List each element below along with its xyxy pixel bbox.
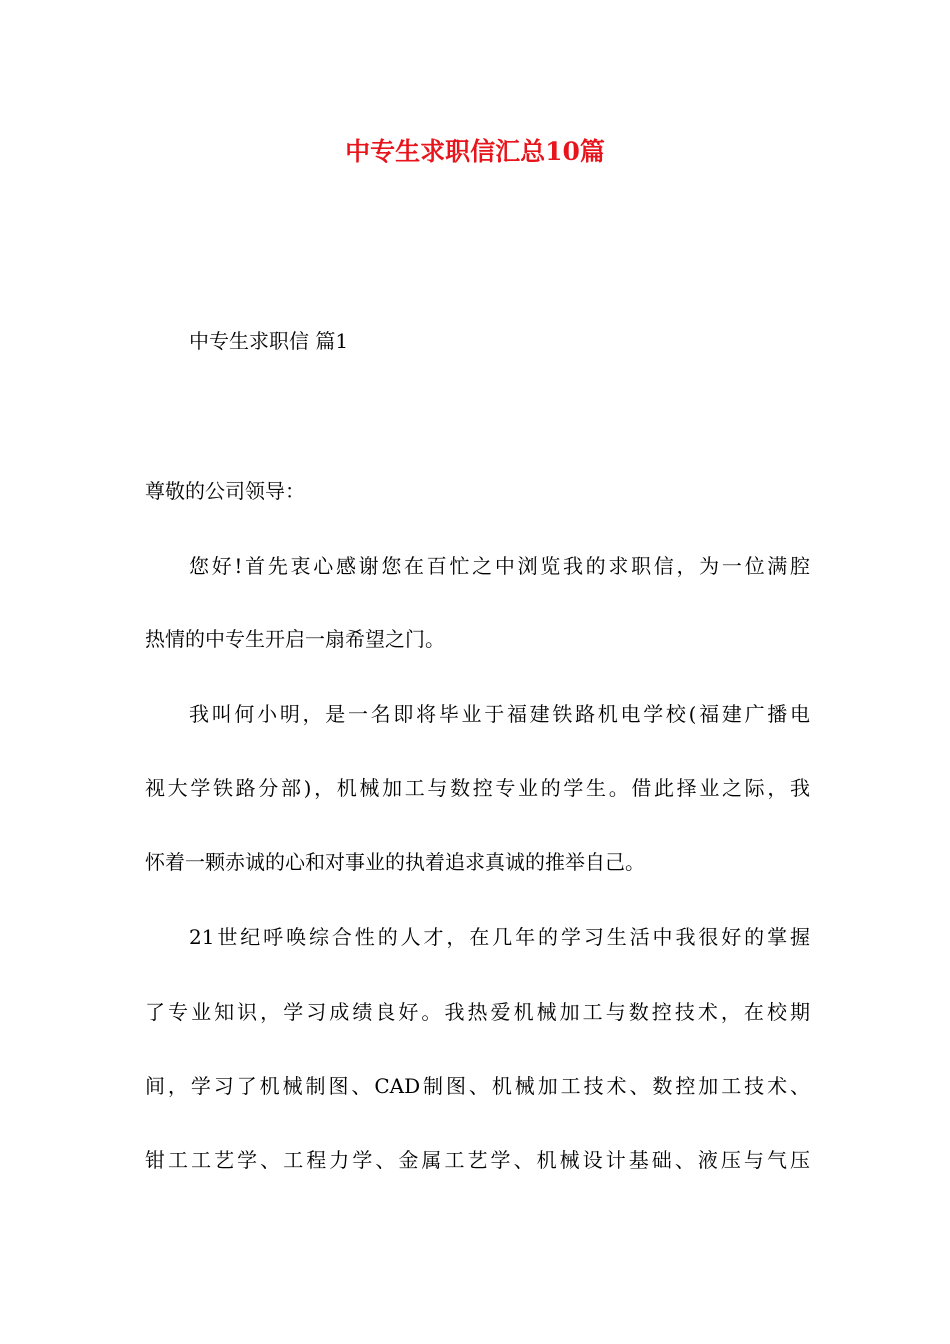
paragraph-line: 了专业知识，学习成绩良好。我热爱机械加工与数控技术，在校期 <box>145 1000 810 1024</box>
paragraph-line: 间，学习了机械制图、CAD制图、机械加工技术、数控加工技术、 <box>145 1074 810 1098</box>
document-title: 中专生求职信汇总10篇 <box>345 137 605 166</box>
paragraph-line: 我叫何小明，是一名即将毕业于福建铁路机电学校(福建广播电 <box>189 702 810 726</box>
paragraph-line: 钳工工艺学、工程力学、金属工艺学、机械设计基础、液压与气压 <box>145 1148 810 1172</box>
paragraph-line: 视大学铁路分部)，机械加工与数控专业的学生。借此择业之际，我 <box>145 776 810 800</box>
section-heading: 中专生求职信 篇1 <box>189 329 349 353</box>
paragraph-line: 您好!首先衷心感谢您在百忙之中浏览我的求职信，为一位满腔 <box>189 554 810 578</box>
paragraph-line: 热情的中专生开启一扇希望之门。 <box>145 627 445 651</box>
paragraph-line: 21世纪呼唤综合性的人才，在几年的学习生活中我很好的掌握 <box>189 925 810 949</box>
salutation-line: 尊敬的公司领导： <box>145 479 305 503</box>
paragraph-line: 怀着一颗赤诚的心和对事业的执着追求真诚的推举自己。 <box>145 850 645 874</box>
